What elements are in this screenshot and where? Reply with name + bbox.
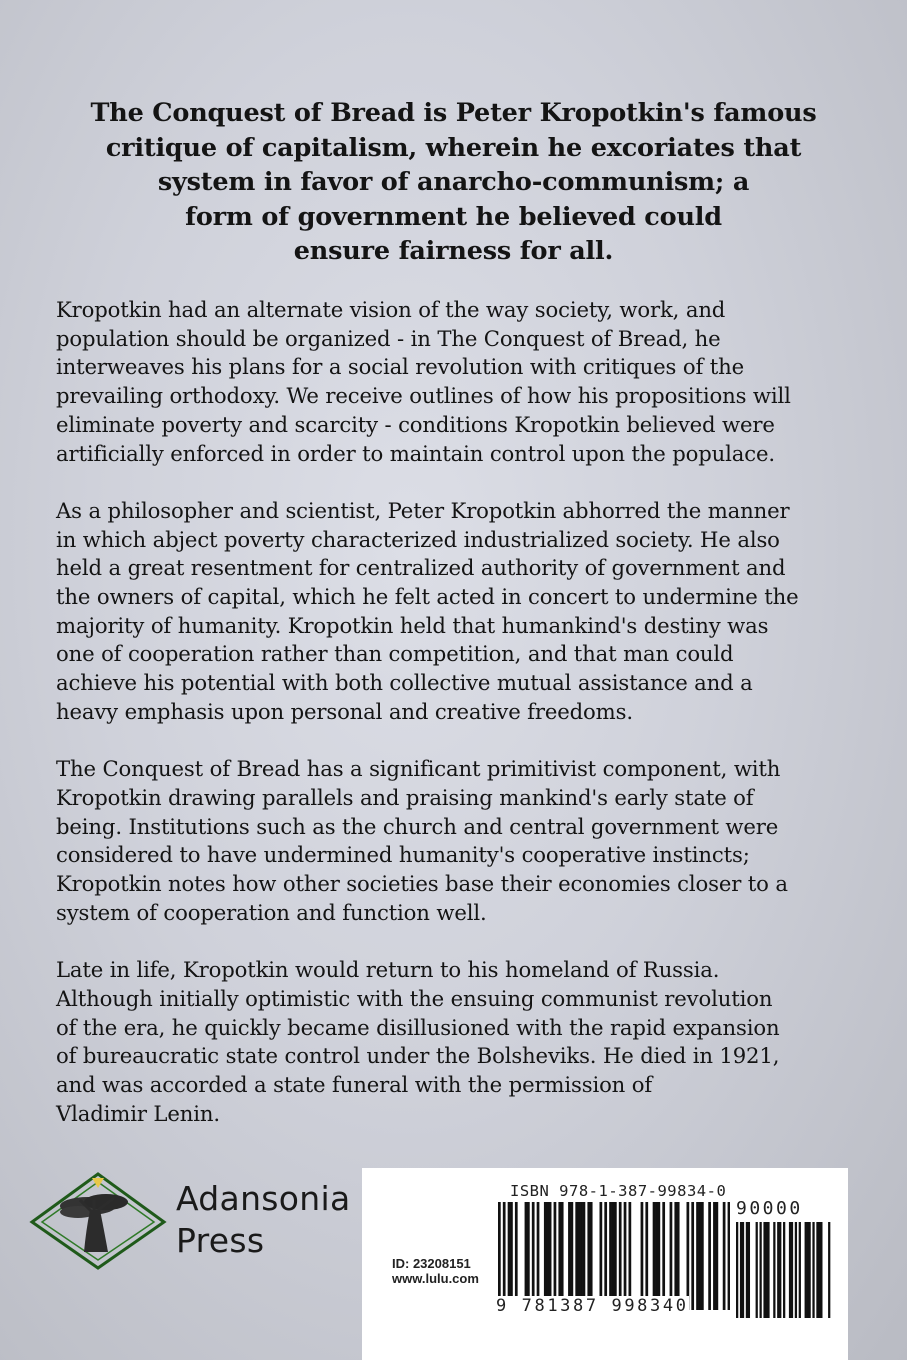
barcode-bar xyxy=(655,1202,658,1310)
barcode-bar xyxy=(812,1222,814,1318)
text-line: achieve his potential with both collective mutual assistance and a xyxy=(56,670,753,696)
barcode-bar xyxy=(580,1202,583,1310)
barcode-bar xyxy=(568,1202,571,1310)
barcode-bar xyxy=(691,1202,694,1310)
barcode-bar xyxy=(619,1202,622,1310)
price-barcode xyxy=(736,1222,832,1318)
text-line: artificially enforced in order to maintain control upon the populace. xyxy=(56,440,775,466)
barcode-bar xyxy=(716,1202,719,1310)
text-line: and was accorded a state funeral with the permission of xyxy=(56,1071,653,1097)
barcode-bar xyxy=(510,1202,513,1310)
text-line: Vladimir Lenin. xyxy=(56,1100,220,1126)
barcode-bar xyxy=(653,1202,656,1310)
barcode-bar xyxy=(687,1202,690,1310)
text-line: heavy emphasis upon personal and creative freedoms. xyxy=(56,698,633,724)
lulu-url: www.lulu.com xyxy=(392,1271,479,1286)
barcode-bar xyxy=(587,1202,590,1310)
barcode-bar xyxy=(571,1202,574,1310)
barcode-bar xyxy=(791,1222,793,1318)
lulu-id: ID: 23208151 xyxy=(392,1256,471,1271)
barcode-bar xyxy=(558,1202,561,1310)
isbn-label: ISBN 978-1-387-99834-0 xyxy=(510,1182,727,1200)
barcode-bar xyxy=(537,1202,540,1310)
barcode-bar xyxy=(708,1202,711,1310)
barcode-bar xyxy=(641,1202,644,1310)
barcode-bar xyxy=(515,1202,518,1310)
barcode-bar xyxy=(736,1222,738,1318)
barcode-bar xyxy=(614,1202,617,1310)
barcode-bar xyxy=(549,1202,552,1310)
barcode-bar xyxy=(578,1202,581,1310)
barcode-bar xyxy=(677,1202,680,1310)
paragraph xyxy=(56,755,886,927)
text-line: interweaves his plans for a social revolution with critiques of the xyxy=(56,354,744,380)
barcode-bar xyxy=(583,1202,586,1310)
barcode-bar xyxy=(527,1202,530,1310)
barcode-bar xyxy=(532,1202,535,1310)
barcode-bar xyxy=(807,1222,809,1318)
text-line: population should be organized - in The Conquest of Bread, he xyxy=(56,325,721,351)
barcode-bar xyxy=(699,1202,702,1310)
barcode-bar xyxy=(658,1202,661,1310)
barcode-bar xyxy=(645,1202,648,1310)
barcode-bar xyxy=(808,1222,810,1318)
barcode-bar xyxy=(590,1202,593,1310)
barcode-bar xyxy=(816,1222,818,1318)
barcode-bar xyxy=(748,1222,750,1318)
barcode-bar xyxy=(746,1222,748,1318)
text-line: majority of humanity. Kropotkin held that humankind's destiny was xyxy=(56,612,769,638)
text-line: the owners of capital, which he felt acted in concert to undermine the xyxy=(56,584,799,610)
barcode-bar xyxy=(783,1222,785,1318)
text-line: Although initially optimistic with the ensuing communist revolution xyxy=(56,985,773,1011)
barcode-bar xyxy=(600,1202,603,1310)
isbn-barcode xyxy=(498,1202,730,1310)
blurb-heading xyxy=(40,96,867,269)
text-line: Kropotkin notes how other societies base their economies closer to a xyxy=(56,871,788,897)
text-line: Kropotkin drawing parallels and praising mankind's early state of xyxy=(56,784,754,810)
barcode-panel xyxy=(362,1168,848,1360)
paragraph xyxy=(56,296,886,468)
text-line: Kropotkin had an alternate vision of the way society, work, and xyxy=(56,297,726,322)
body-text xyxy=(56,296,886,1157)
text-line: Late in life, Kropotkin would return to his homeland of Russia. xyxy=(56,957,720,983)
barcode-bar xyxy=(670,1202,673,1310)
publisher-line: Press xyxy=(176,1221,265,1260)
barcode-bar xyxy=(777,1222,779,1318)
barcode-bar xyxy=(779,1222,781,1318)
blurb-line: ensure fairness for all. xyxy=(293,236,614,266)
text-line: considered to have undermined humanity's cooperative instincts; xyxy=(56,842,750,868)
barcode-bar xyxy=(713,1202,716,1310)
barcode-bar xyxy=(701,1202,704,1310)
barcode-bar xyxy=(561,1202,564,1310)
barcode-bar xyxy=(674,1202,677,1310)
baobab-tree-diamond-icon xyxy=(28,1170,168,1270)
barcode-bar xyxy=(525,1202,528,1310)
barcode-bar xyxy=(773,1222,775,1318)
barcode-bar xyxy=(662,1202,665,1310)
lulu-info xyxy=(392,1256,479,1286)
barcode-bar xyxy=(742,1222,744,1318)
barcode-bar xyxy=(624,1202,627,1310)
blurb-line: The Conquest of Bread is Peter Kropotkin's famous xyxy=(90,98,817,128)
publisher-name xyxy=(176,1178,350,1262)
barcode-bar xyxy=(503,1202,506,1310)
text-line: of the era, he quickly became disillusioned with the rapid expansion xyxy=(56,1014,780,1040)
barcode-bar xyxy=(805,1222,807,1318)
paragraph xyxy=(56,956,886,1128)
barcode-bar xyxy=(767,1222,769,1318)
text-line: in which abject poverty characterized industrialized society. He also xyxy=(56,526,780,552)
text-line: of bureaucratic state control under the Bolsheviks. He died in 1921, xyxy=(56,1043,780,1069)
text-line: The Conquest of Bread has a significant primitivist component, with xyxy=(56,756,781,782)
blurb-line: form of government he believed could xyxy=(185,201,722,232)
barcode-bar xyxy=(818,1222,820,1318)
barcode-bar xyxy=(604,1202,607,1310)
barcode-bar xyxy=(575,1202,578,1310)
blurb-line: critique of capitalism, wherein he excoriates that xyxy=(105,132,802,163)
text-line: As a philosopher and scientist, Peter Kropotkin abhorred the manner xyxy=(56,497,790,523)
barcode-bar xyxy=(609,1202,612,1310)
price-code: 90000 xyxy=(736,1198,803,1219)
barcode-bar xyxy=(820,1222,822,1318)
barcode-bar xyxy=(760,1222,762,1318)
barcode-bar xyxy=(629,1202,632,1310)
barcode-bar xyxy=(828,1222,830,1318)
text-line: prevailing orthodoxy. We receive outlines of how his propositions will xyxy=(56,383,791,409)
barcode-bar xyxy=(723,1202,726,1310)
barcode-bar xyxy=(799,1222,801,1318)
barcode-bar xyxy=(765,1222,767,1318)
barcode-bar xyxy=(740,1222,742,1318)
barcode-digits: 9 781387 998340 xyxy=(496,1296,689,1316)
blurb-line: system in favor of anarcho-communism; a xyxy=(157,167,750,197)
barcode-bar xyxy=(756,1222,758,1318)
text-line: eliminate poverty and scarcity - conditions Kropotkin believed were xyxy=(56,411,775,437)
barcode-bar xyxy=(508,1202,511,1310)
text-line: being. Institutions such as the church and central government were xyxy=(56,813,779,839)
barcode-bar xyxy=(612,1202,615,1310)
text-line: held a great resentment for centralized authority of government and xyxy=(56,555,786,581)
barcode-bar xyxy=(789,1222,791,1318)
barcode-bar xyxy=(696,1202,699,1310)
text-line: system of cooperation and function well. xyxy=(56,899,487,925)
barcode-bar xyxy=(498,1202,501,1310)
publisher-line: Adansonia xyxy=(176,1179,351,1218)
barcode-bar xyxy=(546,1202,549,1310)
paragraph xyxy=(56,497,886,727)
barcode-bar xyxy=(554,1202,557,1310)
barcode-bar xyxy=(728,1202,730,1310)
barcode-bar xyxy=(795,1222,797,1318)
barcode-bar xyxy=(763,1222,765,1318)
text-line: one of cooperation rather than competition, and that man could xyxy=(56,641,734,667)
barcode-bar xyxy=(544,1202,547,1310)
